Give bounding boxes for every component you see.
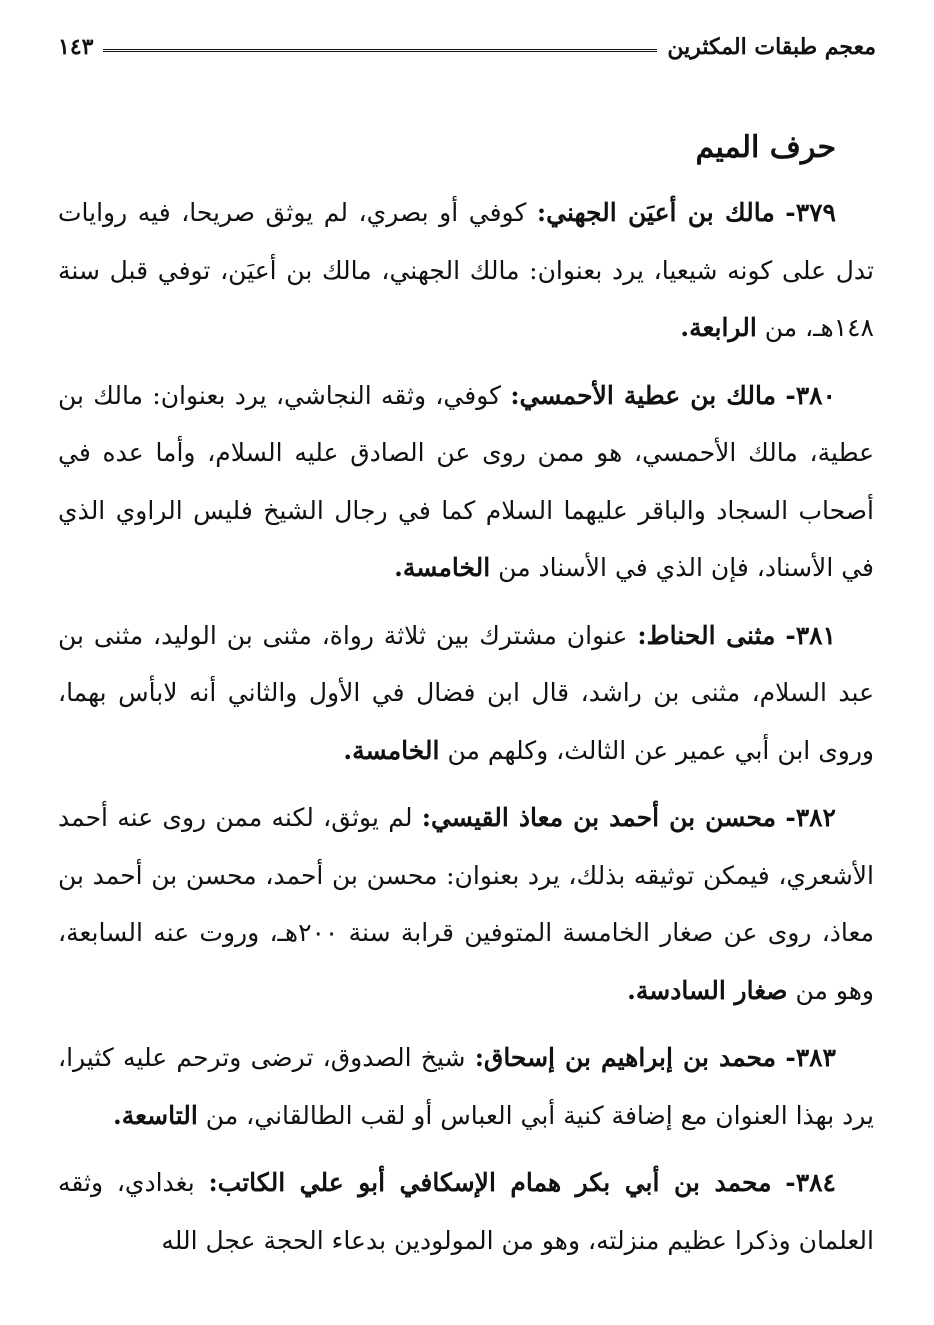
entry-number: ٣٨٢-	[785, 803, 836, 832]
entry-384	[58, 1154, 874, 1269]
entry-name: مثنى الحناط:	[637, 620, 776, 650]
entry-tier: الخامسة.	[343, 735, 440, 765]
entry-body: بغدادي، وثقه العلمان وذكرا عظيم منزلته، وهو من المولودين بدعاء الحجة عجل الله	[58, 1168, 874, 1255]
book-title: معجم طبقات المكثرين	[667, 34, 876, 60]
entry-name: محمد بن أبي بكر همام الإسكافي أبو علي الكاتب:	[208, 1168, 772, 1197]
entry-name: محسن بن أحمد بن معاذ القيسي:	[421, 803, 777, 832]
entry-381	[58, 607, 874, 780]
entry-382	[58, 789, 874, 1019]
entry-379	[58, 184, 874, 357]
entry-name: محمد بن إبراهيم بن إسحاق:	[474, 1043, 777, 1072]
entry-383	[58, 1029, 874, 1144]
entry-number: ٣٨٠-	[785, 380, 836, 410]
entry-name: مالك بن أعيَن الجهني:	[536, 198, 775, 227]
entry-number: ٣٧٩-	[785, 198, 836, 227]
entry-body: كوفي، وثقه النجاشي، يرد بعنوان: مالك بن عطية، مالك الأحمسي، هو ممن روى عن الصادق عليه السلام، وأما عده في أصحاب السجاد والباقر عليهما السلام كما في رجال الشيخ فليس الراوي الذي في الأسناد، فإن الذي في الأسناد من	[58, 380, 874, 582]
entry-body: شيخ الصدوق، ترضى وترحم عليه كثيرا، يرد بهذا العنوان مع إضافة كنية أبي العباس أو لقب الطالقاني، من	[58, 1043, 874, 1130]
entry-tier: صغار السادسة.	[627, 975, 788, 1005]
page-number: ١٤٣	[58, 34, 94, 60]
entry-number: ٣٨٣-	[785, 1043, 836, 1072]
entry-tier: التاسعة.	[113, 1100, 198, 1130]
entry-number: ٣٨٤-	[785, 1168, 836, 1197]
entry-380	[58, 367, 874, 597]
section-heading: حرف الميم	[695, 130, 836, 165]
entry-name: مالك بن عطية الأحمسي:	[510, 380, 777, 410]
entry-tier: الرابعة.	[680, 313, 757, 342]
entry-body: كوفي أو بصري، لم يوثق صريحا، فيه روايات تدل على كونه شيعيا، يرد بعنوان: مالك الجهني، مالك بن أعيَن، توفي قبل سنة ١٤٨هـ، من	[58, 198, 874, 342]
entry-body: عنوان مشترك بين ثلاثة رواة، مثنى بن الوليد، مثنى بن عبد السلام، مثنى بن راشد، قال ابن فضال في الأول والثاني أنه لابأس بهما، وروى ابن أبي عمير عن الثالث، وكلهم من	[58, 620, 874, 765]
header-rule	[103, 49, 657, 52]
running-header	[58, 30, 876, 64]
entry-body: لم يوثق، لكنه ممن روى عنه أحمد الأشعري، فيمكن توثيقه بذلك، يرد بعنوان: محسن بن أحمد، محسن بن أحمد بن معاذ، روى عن صغار الخامسة المتوفين قرابة سنة ٢٠٠هـ، وروت عنه السابعة، وهو من	[58, 803, 874, 1005]
entry-number: ٣٨١-	[785, 620, 836, 650]
entry-tier: الخامسة.	[394, 553, 491, 582]
page-content	[58, 118, 874, 1279]
